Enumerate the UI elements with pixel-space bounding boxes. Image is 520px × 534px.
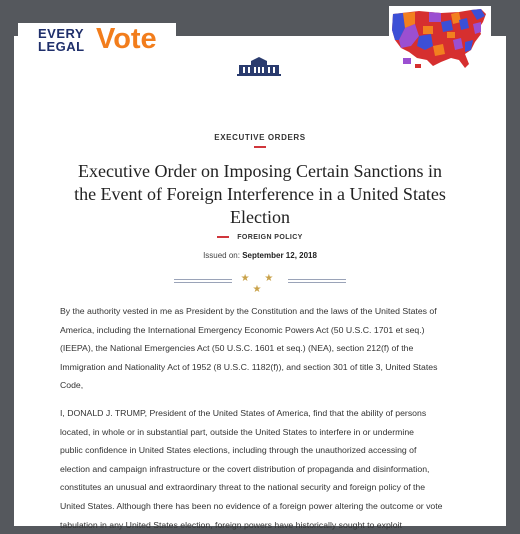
ornament-line-left bbox=[174, 279, 232, 280]
kicker-divider bbox=[254, 146, 266, 148]
logo-word-vote: Vote bbox=[96, 23, 157, 55]
page-title bbox=[60, 160, 460, 229]
ornament-line-right bbox=[288, 279, 346, 280]
paragraph-line: located, in whole or in substantial part, outside the United States to interfere in or undermine bbox=[60, 426, 414, 437]
paragraph-line: election and campaign infrastructure or the covert distribution of propaganda and disinformation, bbox=[60, 463, 430, 474]
paragraph-line: United States. Although there has been no evidence of a foreign power altering the outcome or vote bbox=[60, 500, 443, 511]
paragraph-line: America, including the International Emergency Economic Powers Act (50 U.S.C. 1701 et seq.) bbox=[60, 324, 425, 335]
category-label: FOREIGN POLICY bbox=[237, 234, 303, 241]
title-line: the Event of Foreign Interference in a United States bbox=[74, 184, 446, 204]
us-election-map bbox=[389, 6, 491, 76]
ornament-line-right-lower bbox=[288, 282, 346, 283]
paragraph-line: constitutes an unusual and extraordinary threat to the national security and foreign policy of the bbox=[60, 482, 426, 493]
issued-date bbox=[0, 251, 520, 260]
paragraph-authority bbox=[60, 302, 460, 395]
paragraph-line: Immigration and Nationality Act of 1952 (8 U.S.C. 1182(f)), and section 301 of title 3, United States bbox=[60, 361, 438, 372]
category-tag[interactable] bbox=[0, 234, 520, 241]
paragraph-line: (IEEPA), the National Emergencies Act (50 U.S.C. 1601 et seq.) (NEA), section 212(f) of the bbox=[60, 343, 414, 354]
white-house-icon bbox=[237, 57, 281, 82]
paragraph-line: Code, bbox=[60, 380, 84, 391]
logo-line-every: EVERY bbox=[38, 26, 85, 41]
stars-icon: ★ ★ ★ bbox=[240, 273, 280, 295]
category-divider bbox=[217, 236, 229, 238]
paragraph-line: public confidence in United States elections, including through the unauthorized accessing of bbox=[60, 445, 417, 456]
every-legal-vote-logo bbox=[18, 23, 176, 55]
logo-line-legal: LEGAL bbox=[38, 39, 85, 54]
us-map-icon bbox=[389, 6, 491, 76]
paragraph-line: By the authority vested in me as President by the Constitution and the laws of the United States of bbox=[60, 306, 437, 316]
paragraph-line: tabulation in any United States election, foreign powers have historically sought to exploit bbox=[60, 519, 402, 530]
paragraph-line: I, DONALD J. TRUMP, President of the United States of America, find that the ability of persons bbox=[60, 408, 427, 418]
title-line: Election bbox=[230, 207, 290, 227]
title-line: Executive Order on Imposing Certain Sanctions in bbox=[78, 161, 442, 181]
paragraph-finding bbox=[60, 404, 460, 534]
section-kicker[interactable]: EXECUTIVE ORDERS bbox=[214, 133, 306, 142]
ornament-line-left-lower bbox=[174, 282, 232, 283]
issued-date-value: September 12, 2018 bbox=[242, 251, 317, 260]
issued-label: Issued on: bbox=[203, 251, 240, 260]
stars-ornament bbox=[174, 273, 346, 295]
